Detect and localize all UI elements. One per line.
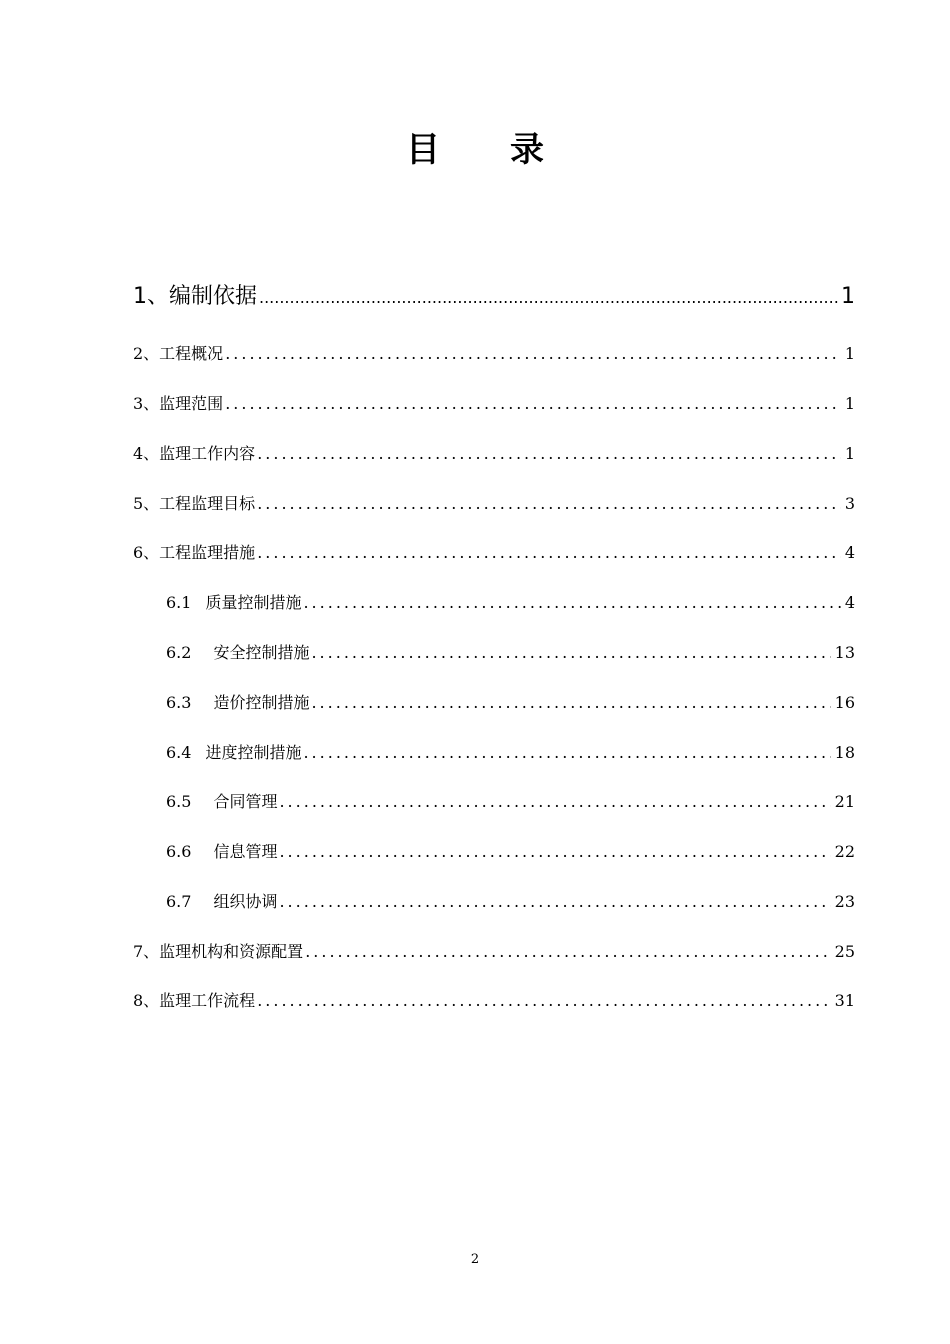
toc-entry-label: 5、工程监理目标 xyxy=(133,494,256,513)
toc-leader-dots xyxy=(257,493,841,515)
toc-entry-number: 6.3 xyxy=(166,693,192,712)
toc-entry-label: 质量控制措施 xyxy=(205,593,302,612)
toc-entry-label: 8、监理工作流程 xyxy=(133,991,256,1010)
toc-leader-dots xyxy=(257,990,830,1012)
toc-entry-page: 3 xyxy=(844,494,855,513)
toc-entry-6[interactable] xyxy=(133,542,855,564)
toc-entry-number: 6.7 xyxy=(166,892,192,911)
toc-entry-page: 1 xyxy=(844,344,855,363)
toc-entry-6-5[interactable] xyxy=(166,791,855,813)
toc-entry-page: 22 xyxy=(834,842,855,861)
toc-leader-dots xyxy=(259,283,839,313)
toc-entry-label: 安全控制措施 xyxy=(213,643,310,662)
toc-entry-page: 16 xyxy=(834,693,855,712)
toc-title-char-2: 录 xyxy=(510,130,544,170)
toc-entry-page: 23 xyxy=(834,892,855,911)
toc-entry-label: 造价控制措施 xyxy=(213,693,310,712)
toc-leader-dots xyxy=(279,791,830,813)
toc-entry-page: 13 xyxy=(834,643,855,662)
toc-entry-label: 1、编制依据 xyxy=(133,284,257,309)
toc-leader-dots xyxy=(279,841,830,863)
toc-entry-label: 进度控制措施 xyxy=(205,743,302,762)
toc-entry-4[interactable] xyxy=(133,443,855,465)
toc-entry-number: 6.5 xyxy=(166,792,192,811)
toc-entry-number: 6.1 xyxy=(166,593,192,612)
toc-leader-dots xyxy=(305,941,830,963)
toc-entry-page: 1 xyxy=(844,394,855,413)
toc-leader-dots xyxy=(279,891,830,913)
toc-entry-label: 组织协调 xyxy=(213,892,278,911)
toc-entry-label: 6、工程监理措施 xyxy=(133,543,256,562)
toc-entry-number: 6.2 xyxy=(166,643,192,662)
toc-entry-label: 3、监理范围 xyxy=(133,394,224,413)
toc-entry-label: 合同管理 xyxy=(213,792,278,811)
toc-entry-2[interactable] xyxy=(133,343,855,365)
toc-entry-page: 21 xyxy=(834,792,855,811)
toc-leader-dots xyxy=(303,592,840,614)
toc-entry-page: 1 xyxy=(841,284,855,309)
toc-entry-page: 25 xyxy=(834,942,855,961)
toc-entry-6-6[interactable] xyxy=(166,841,855,863)
toc-entry-6-2[interactable] xyxy=(166,642,855,664)
toc-entry-page: 18 xyxy=(834,743,855,762)
toc-entry-page: 1 xyxy=(844,444,855,463)
toc-entry-number: 6.4 xyxy=(166,743,192,762)
toc-entry-6-7[interactable] xyxy=(166,891,855,913)
toc-title xyxy=(0,122,950,171)
toc-leader-dots xyxy=(311,692,830,714)
toc-entry-6-4[interactable] xyxy=(166,742,855,764)
toc-leader-dots xyxy=(257,443,841,465)
toc-entry-5[interactable] xyxy=(133,493,855,515)
toc-title-char-1: 目 xyxy=(406,130,440,170)
toc-entry-page: 4 xyxy=(844,593,855,612)
toc-entry-label: 2、工程概况 xyxy=(133,344,224,363)
toc-entry-label: 信息管理 xyxy=(213,842,278,861)
toc-entry-label: 4、监理工作内容 xyxy=(133,444,256,463)
page-number: 2 xyxy=(470,1252,480,1267)
toc-entry-1[interactable] xyxy=(133,282,855,313)
toc-entry-page: 4 xyxy=(844,543,855,562)
toc-entry-8[interactable] xyxy=(133,990,855,1012)
toc-entry-6-1[interactable] xyxy=(166,592,855,614)
toc-leader-dots xyxy=(225,393,841,415)
toc-leader-dots xyxy=(311,642,830,664)
toc-leader-dots xyxy=(225,343,841,365)
toc-entry-label: 7、监理机构和资源配置 xyxy=(133,942,304,961)
toc-entry-7[interactable] xyxy=(133,941,855,963)
toc-entry-3[interactable] xyxy=(133,393,855,415)
toc-leader-dots xyxy=(257,542,841,564)
toc-leader-dots xyxy=(303,742,830,764)
toc-entry-number: 6.6 xyxy=(166,842,192,861)
toc-entry-page: 31 xyxy=(834,991,855,1010)
toc-entry-6-3[interactable] xyxy=(166,692,855,714)
